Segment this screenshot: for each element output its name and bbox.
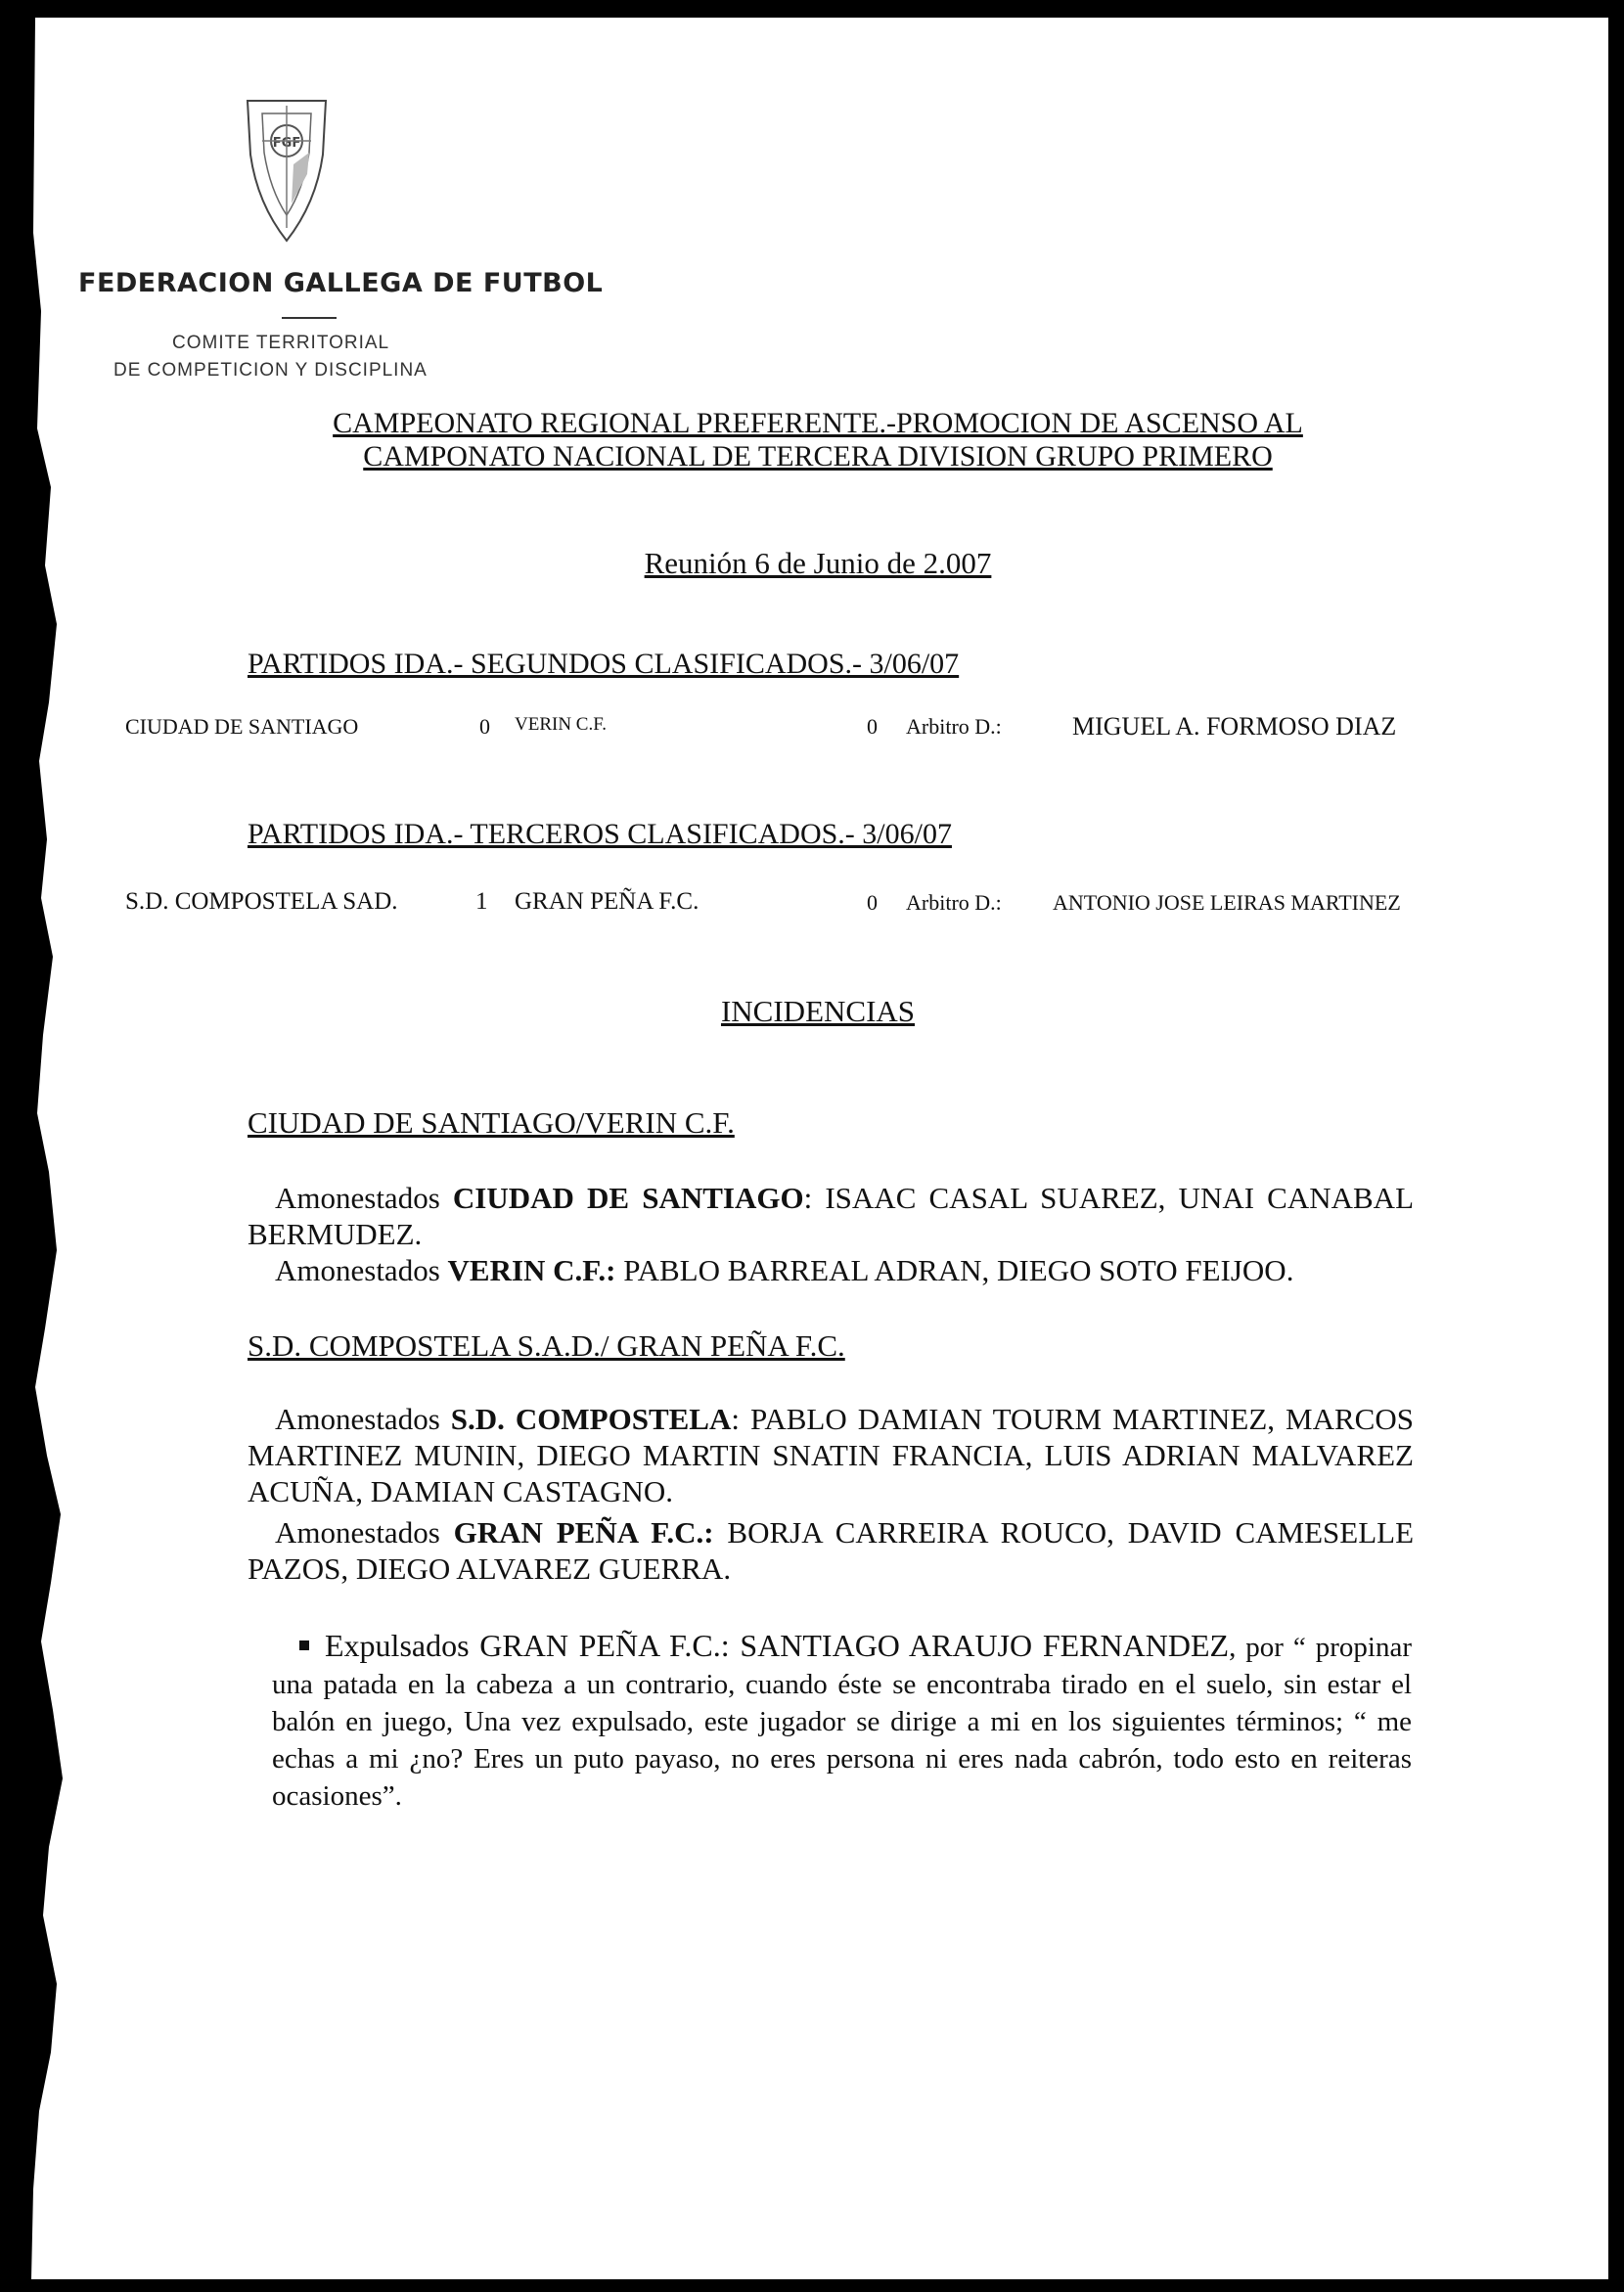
away-team: VERIN C.F.	[515, 714, 608, 735]
team-name: VERIN C.F.:	[447, 1253, 616, 1287]
section-heading-terceros: PARTIDOS IDA.- TERCEROS CLASIFICADOS.- 3/06/07	[248, 818, 952, 850]
away-score: 0	[867, 714, 878, 739]
expelled-player: Expulsados GRAN PEÑA F.C.: SANTIAGO ARAUJO FERNANDEZ	[325, 1628, 1230, 1663]
divider	[282, 317, 337, 319]
cautioned-label: Amonestados	[275, 1181, 440, 1215]
team-name: GRAN PEÑA F.C.:	[453, 1515, 714, 1550]
cautioned-away-1	[248, 1252, 1414, 1288]
referee-label: Arbitro D.:	[906, 890, 1002, 915]
document-page	[27, 18, 1608, 2279]
federation-crest-icon	[243, 96, 331, 243]
federation-name: FEDERACION GALLEGA DE FUTBOL	[78, 268, 604, 298]
committee-line-2: DE COMPETICION Y DISCIPLINA	[113, 360, 428, 381]
referee-name: MIGUEL A. FORMOSO DIAZ	[1072, 712, 1397, 741]
cautioned-home-1	[248, 1180, 1414, 1252]
incidencias-heading: INCIDENCIAS	[720, 994, 916, 1028]
home-score: 1	[475, 888, 488, 915]
expulsion-note	[272, 1627, 1412, 1815]
match-title-2: S.D. COMPOSTELA S.A.D./ GRAN PEÑA F.C.	[248, 1328, 845, 1363]
referee-label: Arbitro D.:	[906, 714, 1002, 739]
away-score: 0	[867, 890, 878, 915]
torn-edge	[27, 18, 67, 2279]
match-title-1: CIUDAD DE SANTIAGO/VERIN C.F.	[248, 1105, 735, 1140]
document-title-line-1: CAMPEONATO REGIONAL PREFERENTE.-PROMOCION DE ASCENSO AL	[333, 407, 1303, 439]
referee-name: ANTONIO JOSE LEIRAS MARTINEZ	[1053, 890, 1401, 915]
expulsion-reason: , por “ propinar una patada en la cabeza a un contrario, cuando éste se encontraba tirado en el suelo, sin estar el balón en juego, Una vez expulsado, este jugador se dirige a mi en los siguientes términos; “ me echas a mi ¿no? Eres un puto payaso, no eres persona ni eres nada cabrón, todo esto en reiteras ocasiones”.	[272, 1632, 1413, 1812]
home-team: CIUDAD DE SANTIAGO	[125, 714, 359, 739]
home-team: S.D. COMPOSTELA SAD.	[125, 888, 398, 915]
cautioned-label: Amonestados	[275, 1402, 440, 1436]
players-list: : PABLO DAMIAN TOURM MARTINEZ, MARCOS MARTINEZ MUNIN, DIEGO MARTIN SNATIN FRANCIA, LUIS ADRIAN MALVAREZ ACUÑA, DAMIAN CASTAGNO.	[248, 1402, 1414, 1508]
section-heading-segundos: PARTIDOS IDA.- SEGUNDOS CLASIFICADOS.- 3/06/07	[248, 648, 960, 680]
team-name: S.D. COMPOSTELA	[450, 1402, 732, 1436]
bullet-icon	[299, 1640, 309, 1650]
cautioned-label: Amonestados	[275, 1515, 440, 1550]
home-score: 0	[479, 714, 490, 739]
cautioned-label: Amonestados	[275, 1253, 440, 1287]
cautioned-away-2	[248, 1514, 1414, 1587]
cautioned-home-2	[248, 1401, 1414, 1509]
meeting-date: Reunión 6 de Junio de 2.007	[644, 546, 992, 580]
players-list: PABLO BARREAL ADRAN, DIEGO SOTO FEIJOO.	[615, 1253, 1294, 1287]
away-team: GRAN PEÑA F.C.	[515, 888, 699, 915]
document-title-line-2: CAMPONATO NACIONAL DE TERCERA DIVISION GRUPO PRIMERO	[363, 440, 1273, 472]
team-name: CIUDAD DE SANTIAGO	[452, 1181, 804, 1215]
committee-line-1: COMITE TERRITORIAL	[172, 333, 390, 353]
svg-text:FGF: FGF	[272, 136, 301, 151]
players-list: BORJA CARREIRA ROUCO, DAVID CAMESELLE PAZOS, DIEGO ALVAREZ GUERRA.	[248, 1515, 1415, 1586]
players-list: : ISAAC CASAL SUAREZ, UNAI CANABAL BERMUDEZ.	[248, 1181, 1415, 1251]
